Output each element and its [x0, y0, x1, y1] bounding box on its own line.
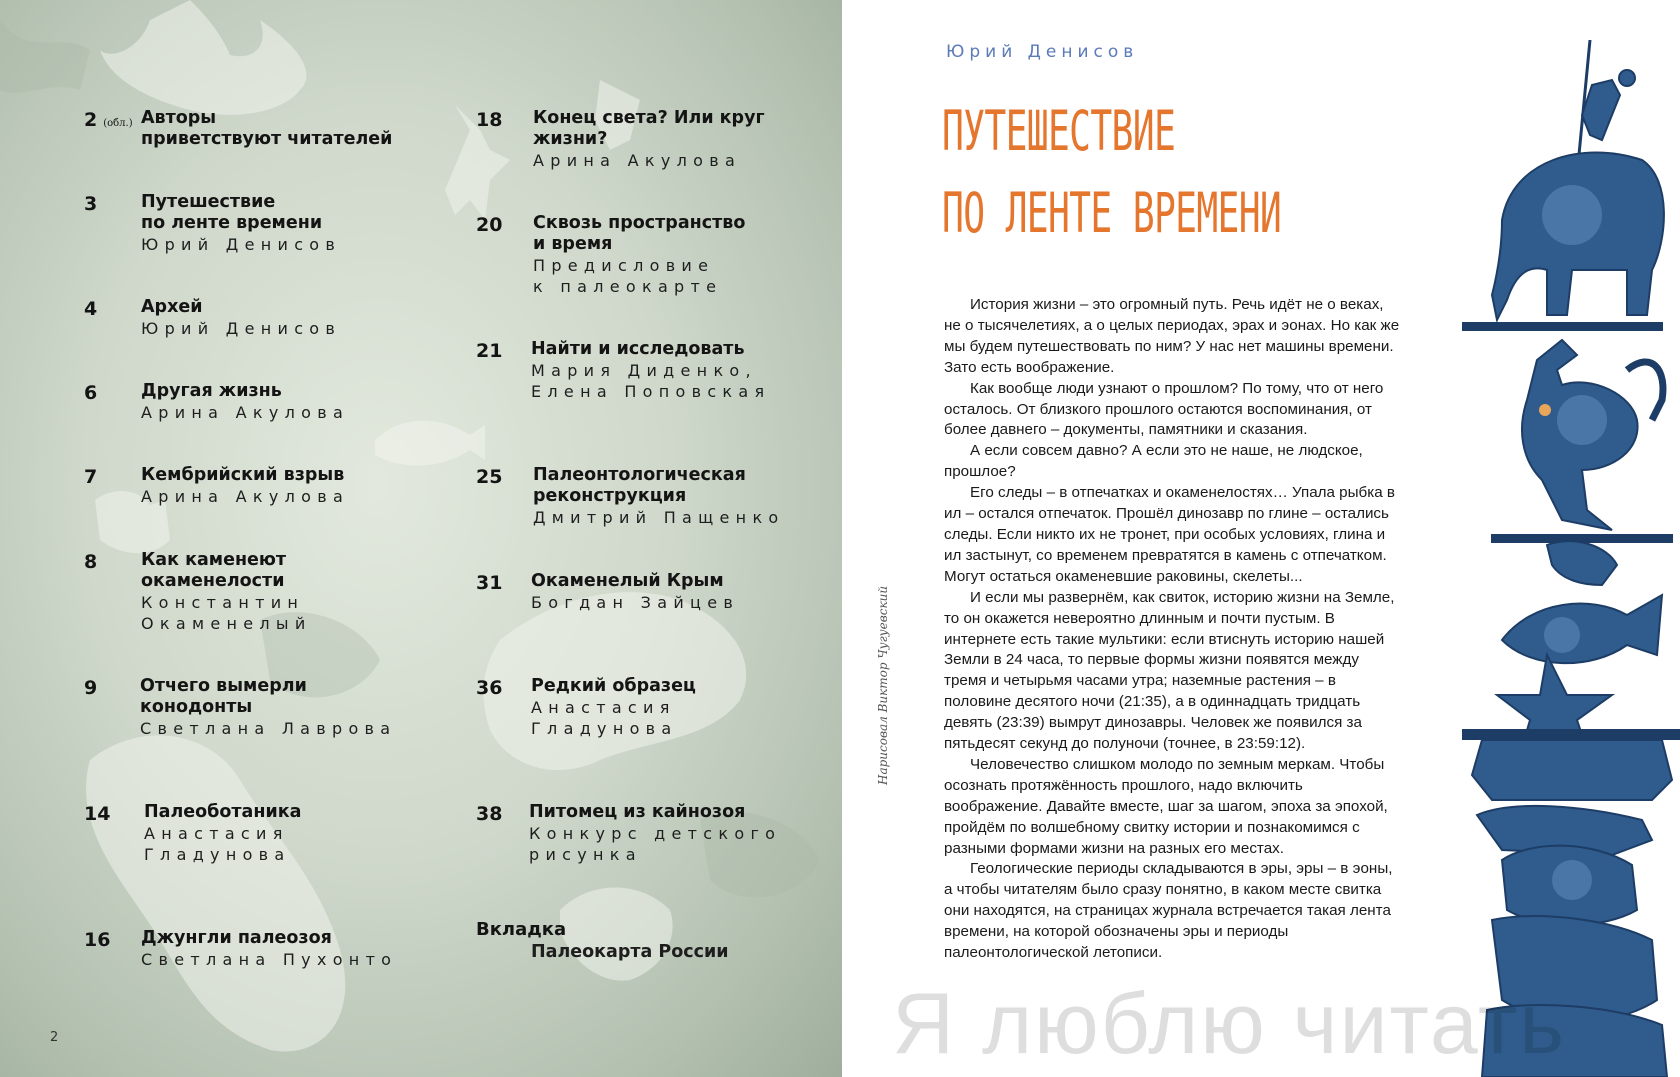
- toc-author: Анастасия Гладунова: [144, 824, 291, 864]
- toc-author: Конкурс детского рисунка: [529, 824, 782, 864]
- paragraph: История жизни – это огромный путь. Речь идёт не о веках, не о тысячелетиях, а о целых периодах, эрах и эонах. Но как же мы будем путешествовать по ним? У нас нет машины времени. Зато есть воображение.: [944, 296, 1400, 376]
- toc-title: Конец света? Или круг жизни?: [533, 108, 765, 149]
- toc-page-number: 9: [84, 677, 98, 699]
- toc-page-number: 21: [476, 340, 503, 362]
- toc-page-number: 38: [476, 803, 503, 825]
- paragraph: Как вообще люди узнают о прошлом? По тому, что от него осталось. От близкого прошлого остаются воспоминания, от более давнего – документы, памятники и сказания.: [944, 379, 1384, 439]
- toc-title: Палеоботаника: [144, 802, 302, 822]
- toc-author: Юрий Денисов: [141, 319, 342, 338]
- toc-title: Как каменеют окаменелости: [141, 550, 287, 591]
- toc-page-number: 20: [476, 214, 503, 236]
- toc-author: Светлана Лаврова: [140, 719, 397, 738]
- toc-page-number: 4: [84, 298, 98, 320]
- illustrator-credit: Нарисовал Виктор Чугуевский: [876, 585, 890, 785]
- toc-title: Авторы приветствуют читателей: [141, 108, 393, 149]
- toc-page-number: 16: [84, 929, 111, 951]
- toc-title: Путешествие по ленте времени: [141, 192, 323, 233]
- toc-title: Сквозь пространство и время: [533, 213, 746, 254]
- toc-title: Питомец из кайнозоя: [529, 802, 746, 822]
- toc-title: Редкий образец: [531, 676, 696, 696]
- toc-page-number: 14: [84, 803, 111, 825]
- toc-author: Мария Диденко, Елена Поповская: [531, 361, 771, 401]
- paragraph: Его следы – в отпечатках и окаменелостях… Упала рыбка в ил – остался отпечаток. Прошёл динозавр по глине – остались следы. Если никто их не тронет, при особых условиях, глина и ил застынут, со временем превратятся в камень с отпечатком. Могут остаться окаменевшие раковины, скелеты...: [944, 484, 1395, 585]
- toc-page-number: 36: [476, 677, 503, 699]
- paragraph: И если мы развернём, как свиток, историю жизни на Земле, то он окажется невероятно длинным и почти пустым. В интернете есть такие мультики: если втиснуть историю нашей Земли в 24 часа, то первые формы жизни появятся между тремя и четырьмя часами утра; наземные растения – в половине десятого ночи (21:35), а в одиннадцать тридцать девять (23:39) вымрут динозавры. Человек же появился за пятьдесят секунд до полуночи (точнее, в 23:59:12).: [944, 588, 1395, 753]
- toc-page-number: 31: [476, 572, 503, 594]
- toc-title: Окаменелый Крым: [531, 571, 724, 591]
- article-body: [944, 295, 1404, 964]
- toc-page-number: 2 (обл.): [84, 109, 133, 131]
- page-number: 2: [50, 1030, 59, 1045]
- toc-title: Другая жизнь: [141, 381, 282, 401]
- paragraph: Человечество слишком молодо по земным меркам. Чтобы осознать протяжённость прошлого, надо включить воображение. Давайте вместе, шаг за шагом, эпоха за эпохой, пройдём по волшебному свитку истории и познакомимся с разными формами жизни на разных его местах.: [944, 755, 1388, 857]
- toc-author: Арина Акулова: [141, 403, 350, 422]
- creature-illustration: [1462, 40, 1680, 1077]
- toc-author: Анастасия Гладунова: [531, 698, 678, 738]
- toc-author: Светлана Пухонто: [141, 950, 398, 969]
- toc-page-number: 3: [84, 193, 98, 215]
- article-page: [842, 0, 1680, 1077]
- toc-author: Арина Акулова: [141, 487, 350, 506]
- toc-title: Найти и исследовать: [531, 339, 745, 359]
- toc-title: Палеокарта России: [531, 942, 729, 962]
- toc-insert-label: Вкладка: [476, 919, 567, 940]
- paragraph: Геологические периоды складываются в эры, эры – в эоны, а чтобы читателям было сразу понятно, в каком месте свитка они находятся, на страницах журнала встречается такая лента времени, на которой обозначены эры и периоды палеонтологической летописи.: [944, 860, 1393, 962]
- toc-title: Палеонтологическая реконструкция: [533, 465, 746, 506]
- toc-title: Отчего вымерли конодонты: [140, 676, 307, 717]
- toc-author: Константин Окаменелый: [141, 593, 312, 633]
- toc-title: Джунгли палеозоя: [141, 928, 332, 948]
- toc-page-number: 18: [476, 109, 503, 131]
- article-title: ПУТЕШЕСТВИЕ ПО ЛЕНТЕ ВРЕМЕНИ: [942, 99, 1282, 245]
- toc-page-number: 8: [84, 551, 98, 573]
- toc-page-number: 7: [84, 466, 98, 488]
- watermark: Я люблю читать: [892, 976, 1567, 1072]
- toc-title: Архей: [141, 297, 203, 317]
- article-author: Юрий Денисов: [946, 42, 1139, 62]
- toc-author: Юрий Денисов: [141, 235, 342, 254]
- toc-page-number: 6: [84, 382, 98, 404]
- toc-page-number: 25: [476, 466, 503, 488]
- paragraph: А если совсем давно? А если это не наше, не людское, прошлое?: [944, 442, 1363, 481]
- toc-author: Богдан Зайцев: [531, 593, 740, 612]
- toc-author: Предисловие к палеокарте: [533, 256, 723, 296]
- toc-author: Дмитрий Пащенко: [533, 508, 785, 527]
- toc-title: Кембрийский взрыв: [141, 465, 345, 485]
- toc-author: Арина Акулова: [533, 151, 742, 170]
